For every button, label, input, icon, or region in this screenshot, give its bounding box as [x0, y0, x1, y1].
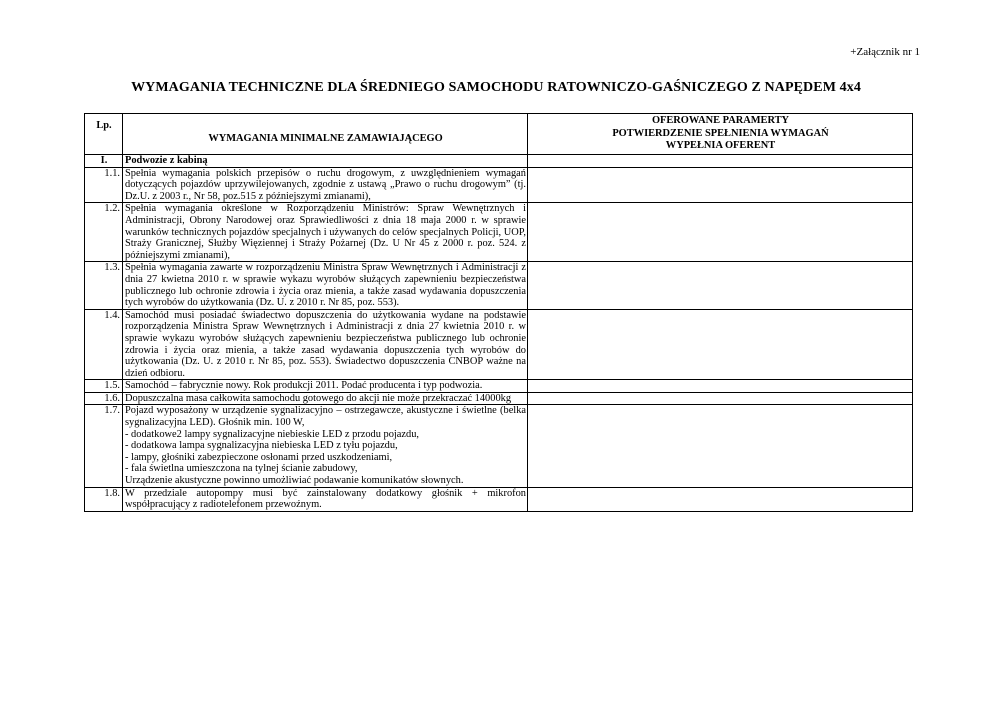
header-offer-line2: POTWIERDZENIE SPEŁNIENIA WYMAGAŃ — [612, 127, 829, 139]
requirement-line: Urządzenie akustyczne powinno umożliwiać podawanie komunikatów słownych. — [125, 475, 464, 487]
header-lp: Lp. — [85, 114, 123, 155]
offer-cell[interactable] — [528, 380, 913, 393]
table-row — [85, 380, 913, 393]
offer-cell[interactable] — [528, 487, 913, 511]
offer-cell[interactable] — [528, 203, 913, 262]
row-number: 1.1. — [85, 167, 123, 203]
header-requirements: WYMAGANIA MINIMALNE ZAMAWIAJĄCEGO — [123, 114, 528, 155]
table-header-row — [85, 114, 913, 155]
table-row — [85, 309, 913, 380]
offer-cell[interactable] — [528, 262, 913, 309]
section-row — [85, 155, 913, 168]
row-requirement: Samochód – fabrycznie nowy. Rok produkcji 2011. Podać producenta i typ podwozia. — [123, 380, 528, 393]
header-offer-line3: WYPEŁNIA OFERENT — [665, 140, 776, 151]
header-offer-line1: OFEROWANE PARAMERTY — [651, 115, 790, 126]
table-row — [85, 262, 913, 309]
row-number: 1.6. — [85, 392, 123, 405]
table-row — [85, 487, 913, 511]
requirement-line: Pojazd wyposażony w urządzenie sygnalizacyjno – ostrzegawcze, akustyczne i świetlne (belka sygnalizacyjna LED). Głośnik min. 100 W, — [125, 405, 526, 429]
requirement-line: - fala świetlna umieszczona na tylnej ścianie zabudowy, — [125, 463, 358, 475]
document-title: WYMAGANIA TECHNICZNE DLA ŚREDNIEGO SAMOCHODU RATOWNICZO-GAŚNICZEGO Z NAPĘDEM 4x4 — [131, 80, 861, 95]
table-row — [85, 392, 913, 405]
row-requirement: Spełnia wymagania zawarte w rozporządzeniu Ministra Spraw Wewnętrznych i Administracji z dnia 27 kwietna 2010 r. w sprawie wykazu wyrobów służących zapewnieniu bezpieczeństwa publicznego lub ochronie zdrowia i życia oraz mienia, a także zasad wydawania dopuszczenia tych wyrobów do użytkowania (Dz. U. z 2010 r. Nr 85, poz. 553). — [123, 262, 528, 309]
row-requirement: Samochód musi posiadać świadectwo dopuszczenia do użytkowania wydane na podstawie rozporządzenia Ministra Spraw Wewnętrznych i Administracji z dnia 27 kwietnia 2010 r. w sprawie wykazu wyrobów służących zapewnieniu bezpieczeństwa publicznego lub ochronie zdrowia i życia oraz mienia, a także zasad wydawania dopuszczenia tych wyrobów do użytkowania (Dz. U. z 2010 r. Nr 85, poz. 553). Świadectwo dopuszczenia CNBOP ważne na dzień odbioru. — [123, 309, 528, 380]
section-title: Podwozie z kabiną — [123, 155, 528, 168]
header-offer — [528, 114, 913, 155]
offer-cell[interactable] — [528, 155, 913, 168]
row-requirement: Spełnia wymagania polskich przepisów o ruchu drogowym, z uwzględnieniem wymagań dotyczących pojazdów uprzywilejowanych, zgodnie z ustawą „Prawo o ruchu drogowym” (tj. Dz.U. z 2003 r., Nr 58, poz.515 z późniejszymi zmianami), — [123, 167, 528, 203]
requirement-line: - dodatkowe2 lampy sygnalizacyjne niebieskie LED z przodu pojazdu, — [125, 428, 420, 440]
table-row — [85, 203, 913, 262]
offer-cell[interactable] — [528, 392, 913, 405]
offer-cell[interactable] — [528, 405, 913, 487]
table-row — [85, 167, 913, 203]
row-number: 1.8. — [85, 487, 123, 511]
row-number: 1.2. — [85, 203, 123, 262]
section-number: I. — [85, 155, 123, 168]
row-requirement — [123, 405, 528, 487]
table-row — [85, 405, 913, 487]
annex-label: +Załącznik nr 1 — [850, 46, 920, 58]
offer-cell[interactable] — [528, 309, 913, 380]
requirements-table — [84, 113, 913, 512]
row-requirement: Dopuszczalna masa całkowita samochodu gotowego do akcji nie może przekraczać 14000kg — [123, 392, 528, 405]
offer-cell[interactable] — [528, 167, 913, 203]
row-number: 1.7. — [85, 405, 123, 487]
requirement-line: - lampy, głośniki zabezpieczone osłonami przed uszkodzeniami, — [125, 451, 393, 463]
row-number: 1.5. — [85, 380, 123, 393]
requirement-line: - dodatkowa lampa sygnalizacyjna niebieska LED z tyłu pojazdu, — [125, 440, 398, 452]
row-requirement: Spełnia wymagania określone w Rozporządzeniu Ministrów: Spraw Wewnętrznych i Administracji, Obrony Narodowej oraz Sprawiedliwości z dnia 18 maja 2000 r. w sprawie warunków technicznych pojazdów specjalnych i używanych do celów specjalnych Policji, UOP, Straży Granicznej, Służby Więziennej i Straży Pożarnej (Dz. U Nr 45 z 2000 r. poz. 524. z późniejszymi zmianami), — [123, 203, 528, 262]
row-requirement: W przedziale autopompy musi być zainstalowany dodatkowy głośnik + mikrofon współpracujący z radiotelefonem przewoźnym. — [123, 487, 528, 511]
row-number: 1.3. — [85, 262, 123, 309]
row-number: 1.4. — [85, 309, 123, 380]
